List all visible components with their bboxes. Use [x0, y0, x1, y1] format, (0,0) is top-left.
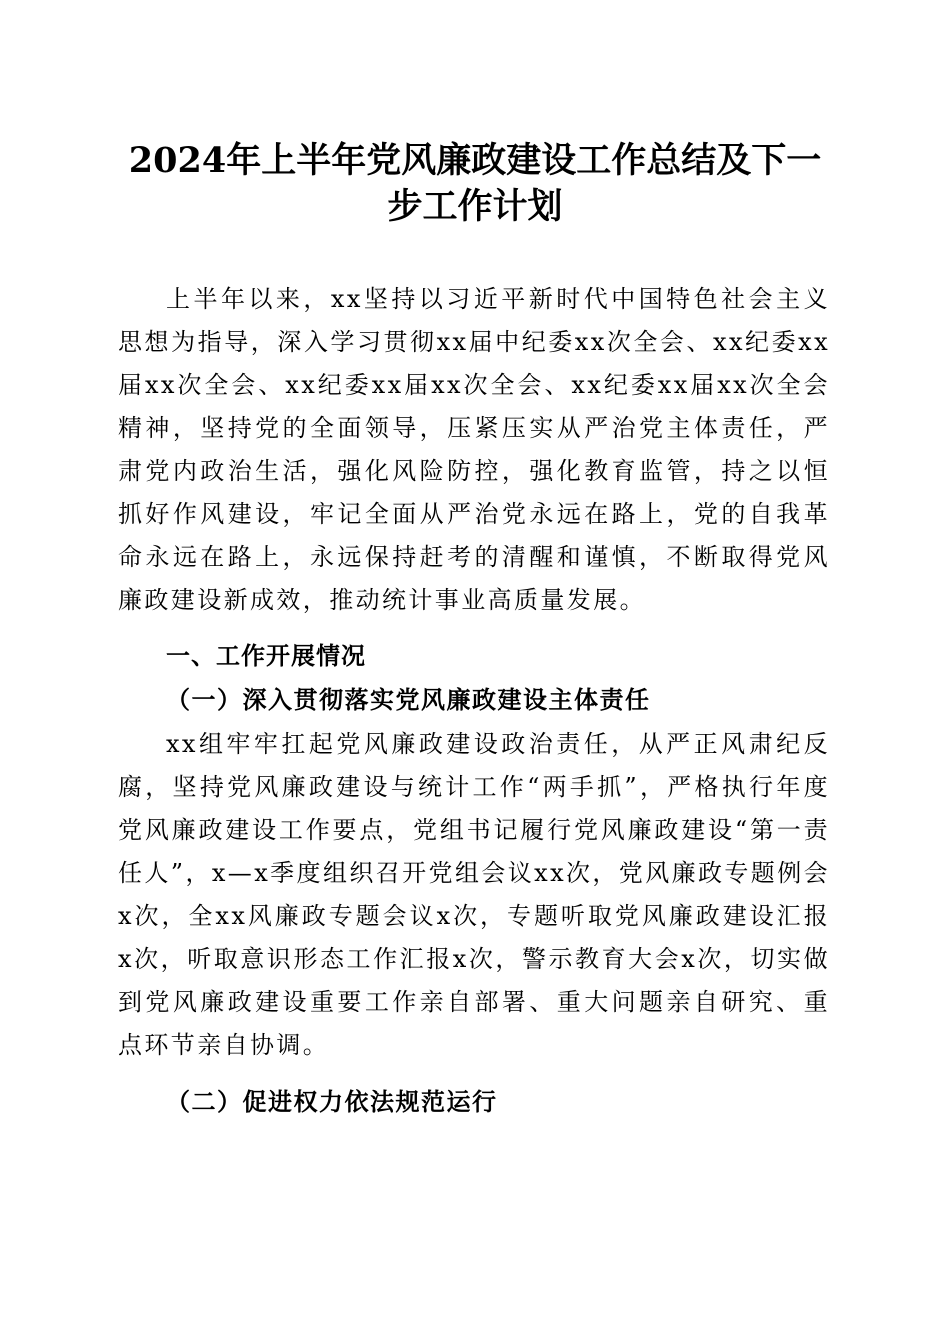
section-heading-work-progress: 一、工作开展情况 [166, 641, 366, 670]
subsection-paragraph-responsibility: xx组牢牢扛起党风廉政建设政治责任，从严正风肃纪反腐，坚持党风廉政建设与统计工作“两手抓”，严格执行年度党风廉政建设工作要点，党组书记履行党风廉政建设“第一责任人”，x—x季度组织召开党组会议xx次，党风廉政专题例会x次，全xx风廉政专题会议x次，专题听取党风廉政建设汇报x次，听取意识形态工作汇报x次，警示教育大会x次，切实做到党风廉政建设重要工作亲自部署、重大问题亲自研究、重点环节亲自协调。 [118, 730, 831, 1059]
subsection-heading-power-regulation: （二）促进权力依法规范运行 [166, 1087, 498, 1116]
intro-paragraph: 上半年以来，xx坚持以习近平新时代中国特色社会主义思想为指导，深入学习贯彻xx届中纪委xx次全会、xx纪委xx届xx次全会、xx纪委xx届xx次全会、xx纪委xx届xx次全会精神，坚持党的全面领导，压紧压实从严治党主体责任，严肃党内政治生活，强化风险防控，强化教育监管，持之以恒抓好作风建设，牢记全面从严治党永远在路上，党的自我革命永远在路上，永远保持赶考的清醒和谨慎，不断取得党风廉政建设新成效，推动统计事业高质量发展。 [118, 285, 830, 614]
document-title: 2024年上半年党风廉政建设工作总结及下一步工作计划 [128, 140, 822, 227]
subsection-heading-responsibility: （一）深入贯彻落实党风廉政建设主体责任 [166, 685, 651, 714]
